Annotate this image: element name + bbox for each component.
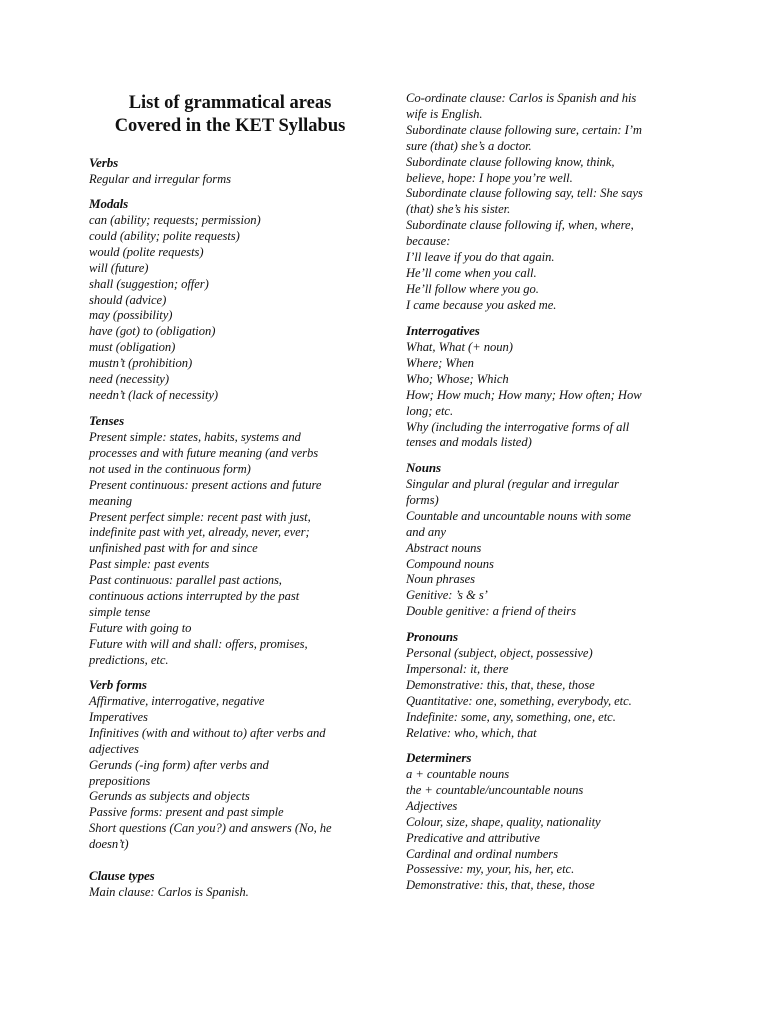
syllabus-line: Gerunds (-ing form) after verbs and [89, 757, 269, 772]
syllabus-line: Main clause: Carlos is Spanish. [89, 885, 249, 899]
syllabus-line: processes and with future meaning (and verbs [89, 445, 319, 460]
syllabus-line: Predicative and attributive [406, 830, 540, 845]
section-nouns [406, 459, 676, 620]
section-heading: Modals [89, 196, 129, 211]
syllabus-line: Regular and irregular forms [89, 172, 231, 186]
syllabus-line: a + countable nouns [406, 767, 510, 781]
section-lines [89, 694, 369, 853]
syllabus-line: Impersonal: it, there [406, 661, 509, 676]
syllabus-line: Countable and uncountable nouns with some [406, 508, 631, 523]
syllabus-line: What, What (+ noun) [406, 340, 513, 354]
syllabus-line: must (obligation) [89, 340, 176, 355]
section-verb-forms [89, 676, 369, 853]
syllabus-line: Noun phrases [406, 572, 476, 587]
syllabus-line: tenses and modals listed) [406, 435, 532, 450]
syllabus-line: Imperatives [89, 709, 148, 724]
syllabus-line: Future with going to [89, 620, 192, 635]
syllabus-line: Present continuous: present actions and future [89, 477, 322, 492]
syllabus-line: Future with will and shall: offers, promises, [89, 636, 308, 651]
syllabus-line: Past simple: past events [89, 557, 210, 572]
syllabus-line: Where; When [406, 355, 474, 370]
syllabus-line: adjectives [89, 741, 139, 756]
syllabus-line: Subordinate clause following know, think, [406, 154, 615, 169]
syllabus-line: (that) she’s his sister. [406, 202, 511, 217]
syllabus-line: Subordinate clause following sure, certain: I’m [406, 122, 642, 137]
syllabus-line: sure (that) she’s a doctor. [406, 138, 532, 153]
syllabus-line: Past continuous: parallel past actions, [89, 573, 282, 588]
section-heading: Determiners [406, 750, 472, 765]
syllabus-line: have (got) to (obligation) [89, 324, 216, 339]
syllabus-line: Infinitives (with and without to) after verbs and [89, 725, 326, 740]
syllabus-line: Colour, size, shape, quality, nationality [406, 814, 601, 829]
syllabus-line: the + countable/uncountable nouns [406, 782, 584, 797]
syllabus-line: Subordinate clause following if, when, where, [406, 218, 634, 233]
syllabus-line: Cardinal and ordinal numbers [406, 846, 558, 861]
section-lines [89, 172, 369, 188]
syllabus-line: Passive forms: present and past simple [89, 805, 284, 820]
syllabus-line: Short questions (Can you?) and answers (No, he [89, 821, 332, 836]
syllabus-line: continuous actions interrupted by the past [89, 589, 300, 604]
section-heading: Nouns [406, 460, 441, 475]
section-lines [406, 477, 676, 620]
syllabus-line: Co-ordinate clause: Carlos is Spanish and his [406, 91, 637, 105]
syllabus-line: Adjectives [406, 798, 458, 813]
syllabus-line: I came because you asked me. [406, 297, 557, 312]
syllabus-line: may (possibility) [89, 308, 173, 323]
section-heading: Verb forms [89, 677, 147, 692]
section-modals [89, 195, 369, 404]
syllabus-line: Subordinate clause following say, tell: She says [406, 186, 643, 201]
section-heading: Clause types [89, 868, 155, 883]
syllabus-line: Why (including the interrogative forms of all [406, 419, 630, 434]
section-heading: Verbs [89, 155, 119, 170]
syllabus-line: He’ll follow where you go. [406, 281, 539, 296]
syllabus-line: and any [406, 524, 446, 539]
section-lines [406, 767, 676, 894]
section-determiners [406, 749, 676, 894]
syllabus-line: How; How much; How many; How often; How [406, 387, 642, 402]
syllabus-line: Relative: who, which, that [406, 725, 537, 740]
section-verbs [89, 154, 369, 188]
syllabus-line: Present perfect simple: recent past with just, [89, 509, 311, 524]
syllabus-line: Who; Whose; Which [406, 371, 509, 386]
syllabus-line: need (necessity) [89, 372, 169, 387]
syllabus-line: because: [406, 234, 451, 249]
syllabus-line: Quantitative: one, something, everybody, etc. [406, 693, 632, 708]
syllabus-line: prepositions [89, 773, 151, 788]
section-tenses [89, 412, 369, 669]
syllabus-line: wife is English. [406, 106, 483, 121]
syllabus-line: Possessive: my, your, his, her, etc. [406, 862, 575, 877]
section-lines [89, 885, 369, 901]
syllabus-line: Abstract nouns [406, 540, 482, 555]
syllabus-line: indefinite past with yet, already, never, ever; [89, 525, 310, 540]
section-lines [406, 646, 676, 741]
section-lines [406, 340, 676, 451]
section-interrogatives [406, 322, 676, 451]
syllabus-line: Indefinite: some, any, something, one, etc. [406, 709, 616, 724]
section-heading: Pronouns [406, 629, 458, 644]
syllabus-line: Gerunds as subjects and objects [89, 789, 250, 804]
syllabus-line: should (advice) [89, 292, 167, 307]
section-heading: Interrogatives [406, 323, 480, 338]
syllabus-line: Present simple: states, habits, systems and [89, 430, 301, 444]
syllabus-line: Genitive: ’s & s’ [406, 588, 488, 603]
syllabus-line: unfinished past with for and since [89, 541, 258, 556]
syllabus-line: Demonstrative: this, that, these, those [406, 677, 595, 692]
syllabus-line: He’ll come when you call. [406, 265, 537, 280]
title-line-2: Covered in the KET Syllabus [114, 116, 346, 136]
syllabus-line: Singular and plural (regular and irregular [406, 477, 619, 491]
syllabus-line: Demonstrative: this, that, these, those [406, 878, 595, 893]
syllabus-line: shall (suggestion; offer) [89, 276, 209, 291]
syllabus-line: could (ability; polite requests) [89, 228, 240, 243]
syllabus-line: Personal (subject, object, possessive) [406, 646, 593, 660]
syllabus-line: simple tense [89, 604, 151, 619]
syllabus-line: mustn’t (prohibition) [89, 356, 193, 371]
section-pronouns [406, 628, 676, 741]
syllabus-line: Compound nouns [406, 556, 494, 571]
section-clauses-continued [406, 91, 676, 314]
section-lines [89, 430, 369, 669]
syllabus-line: would (polite requests) [89, 244, 204, 259]
title-line-1: List of grammatical areas [128, 93, 332, 113]
section-lines [89, 213, 369, 404]
syllabus-line: Double genitive: a friend of theirs [406, 604, 576, 619]
syllabus-line: needn’t (lack of necessity) [89, 387, 219, 402]
syllabus-line: doesn’t) [89, 837, 129, 852]
section-lines [406, 91, 676, 314]
document-title [85, 92, 375, 138]
section-clause-types [89, 867, 369, 901]
syllabus-line: can (ability; requests; permission) [89, 213, 261, 227]
syllabus-line: I’ll leave if you do that again. [406, 250, 555, 265]
syllabus-line: forms) [406, 492, 439, 507]
syllabus-line: long; etc. [406, 403, 454, 418]
syllabus-line: believe, hope: I hope you’re well. [406, 170, 573, 185]
syllabus-line: not used in the continuous form) [89, 461, 251, 476]
syllabus-line: meaning [89, 493, 133, 508]
syllabus-line: will (future) [89, 260, 149, 275]
section-heading: Tenses [89, 413, 125, 428]
syllabus-line: predictions, etc. [89, 652, 169, 667]
syllabus-line: Affirmative, interrogative, negative [89, 694, 265, 708]
